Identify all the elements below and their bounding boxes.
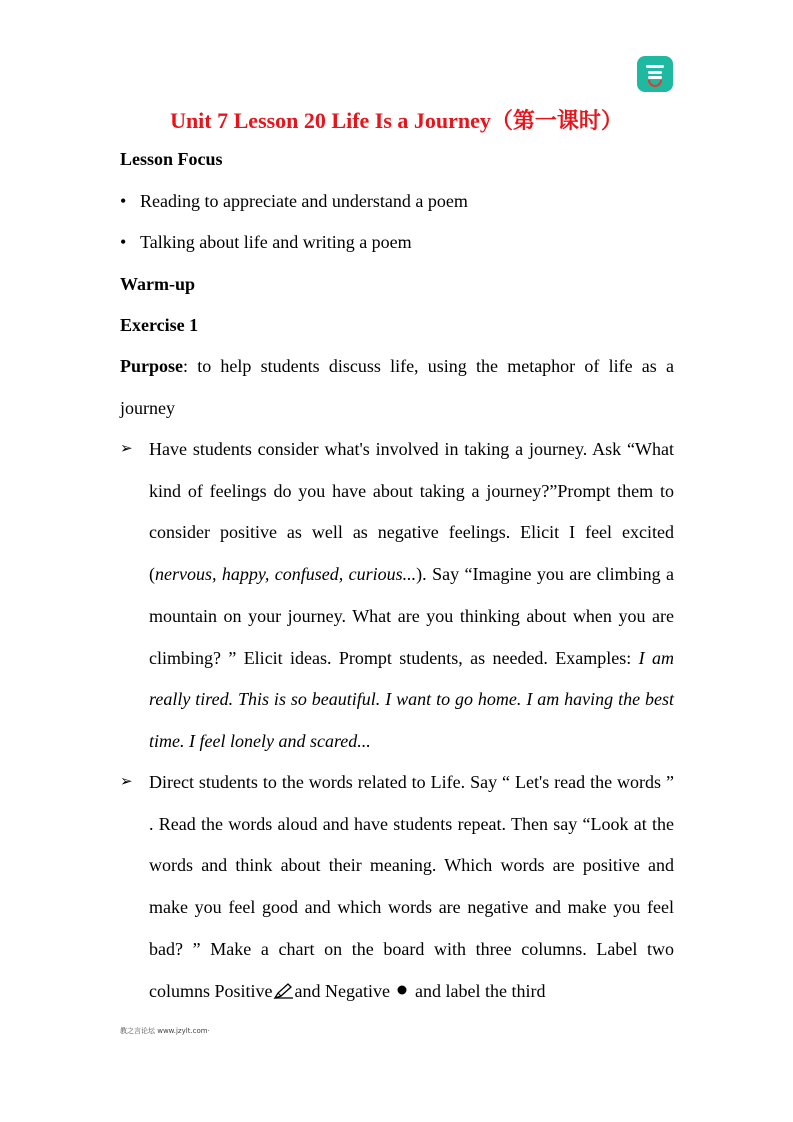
bullet-icon: •: [120, 191, 127, 211]
purpose-label: Purpose: [120, 356, 183, 376]
exercise-heading: Exercise 1: [120, 315, 199, 335]
step-1-italic-a: nervous, happy, confused, curious...: [155, 564, 417, 585]
focus-bullet-1: [120, 190, 468, 212]
page-title: Unit 7 Lesson 20 Life Is a Journey（第一课时）: [170, 108, 623, 133]
step-2: [120, 762, 674, 1012]
focus-bullet-2-text: Talking about life and writing a poem: [140, 232, 412, 252]
pencil-icon: [273, 982, 295, 1000]
footer-watermark: 教之言论坛 www.jzylt.com·: [120, 1027, 210, 1035]
purpose-paragraph: [120, 346, 674, 429]
warmup-heading: Warm-up: [120, 274, 196, 294]
purpose-text: : to help students discuss life, using the metaphor of life as a journey: [120, 356, 674, 418]
lesson-focus-heading: Lesson Focus: [120, 149, 223, 169]
bullet-icon: •: [120, 232, 127, 252]
step-1-part-a: Have students consider what's involved in taking a journey. Ask “What kind of feelings do you have about taking a journey?”Prompt them to consider positive as well as negative feelings. Elicit I feel excited (: [149, 439, 674, 585]
step-1-text: [149, 429, 674, 763]
jzyt-logo-icon: [637, 56, 673, 92]
arrow-bullet-icon: ➢: [120, 774, 133, 790]
dot-icon: [396, 984, 408, 996]
step-1-part-b: ). Say “Imagine you are climbing a mountain on your journey. What are you thinking about when you are climbing? ” Elicit ideas. Prompt students, as needed. Examples:: [149, 564, 674, 668]
step-1: [120, 429, 674, 763]
step-2-text: [149, 762, 674, 1012]
focus-bullet-2: [120, 231, 412, 253]
arrow-bullet-icon: ➢: [120, 441, 133, 457]
step-2-part-b: and Negative: [294, 980, 390, 1001]
focus-bullet-1-text: Reading to appreciate and understand a poem: [140, 191, 468, 211]
step-2-part-c: and label the third: [410, 980, 546, 1001]
step-2-part-a: Direct students to the words related to Life. Say “ Let's read the words ” . Read the words aloud and have students repeat. Then say “Look at the words and think about their meaning. Which words are positive and make you feel good and which words are negative and make you feel bad? ” Make a chart on the board with three columns. Label two columns Positive: [149, 772, 674, 1001]
step-1-italic-b: I am really tired. This is so beautiful. I want to go home. I am having the best time. I feel lonely and scared...: [149, 647, 674, 751]
